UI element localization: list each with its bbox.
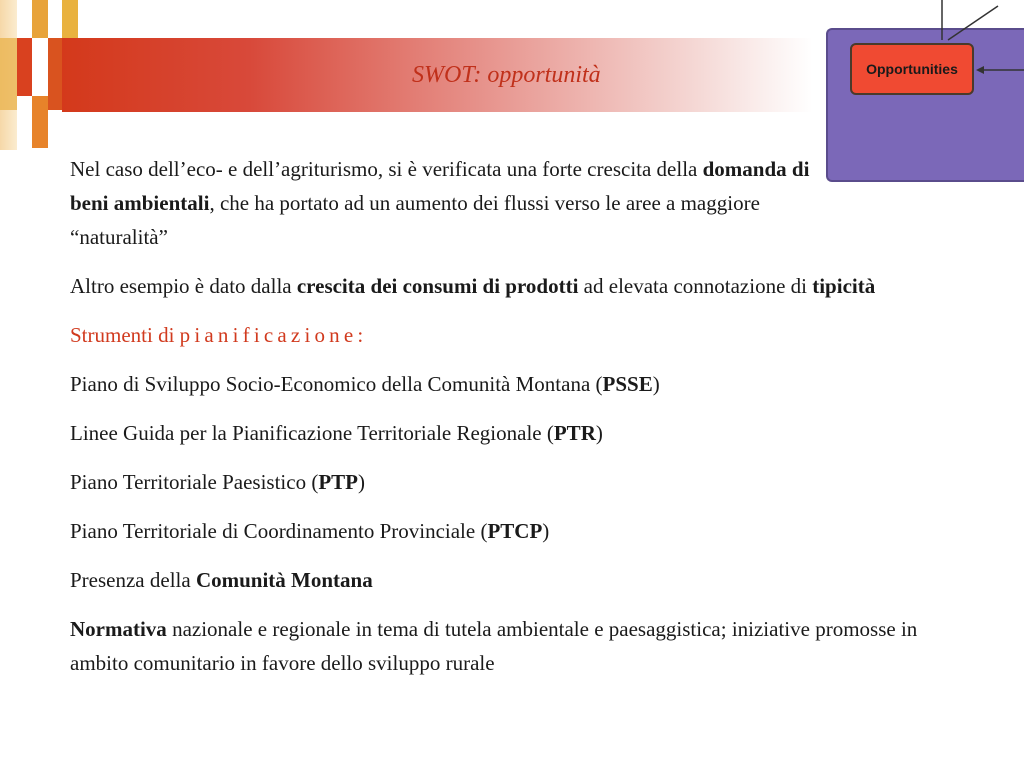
- paragraph-typical-products: [70, 269, 950, 303]
- paragraph-psse: [70, 367, 950, 401]
- text: Piano Territoriale di Coordinamento Provinciale (: [70, 519, 488, 543]
- bold-text: Normativa: [70, 617, 167, 641]
- slide-title: SWOT: opportunità: [412, 62, 601, 88]
- decor-square: [17, 38, 32, 96]
- paragraph-regulations: [70, 612, 950, 680]
- text: nazionale e regionale in tema di tutela ambientale e paesaggistica; iniziative promosse in ambito comunitario in favore dello sviluppo rurale: [70, 617, 918, 675]
- bold-text: PTP: [318, 470, 359, 494]
- paragraph-mountain-community: [70, 563, 950, 597]
- opportunities-box: Opportunities: [850, 43, 974, 95]
- bold-text: tipicità: [812, 274, 876, 298]
- text: ): [542, 519, 550, 543]
- paragraph-ptcp: [70, 514, 950, 548]
- paragraph-ptp: [70, 465, 950, 499]
- text: Strumenti di: [70, 323, 180, 347]
- spaced-text: pianificazione:: [179, 323, 368, 347]
- bold-text: PTR: [553, 421, 596, 445]
- text: ): [652, 372, 660, 396]
- paragraph-ptr: [70, 416, 950, 450]
- paragraph-ecotourism: [70, 152, 810, 254]
- text: Presenza della: [70, 568, 196, 592]
- text: ): [595, 421, 603, 445]
- bold-text: domanda di beni ambientali: [70, 157, 810, 215]
- text: Linee Guida per la Pianificazione Territoriale Regionale (: [70, 421, 554, 445]
- paragraph-planning-tools: [70, 318, 950, 352]
- decor-square: [0, 38, 17, 110]
- bold-text: crescita dei consumi di prodotti: [296, 274, 579, 298]
- bold-text: PSSE: [602, 372, 653, 396]
- text: Altro esempio è dato dalla: [70, 274, 297, 298]
- text: Nel caso dell’eco- e dell’agriturismo, si è verificata una forte crescita della: [70, 157, 703, 181]
- decor-square: [48, 38, 62, 110]
- text: Piano Territoriale Paesistico (: [70, 470, 319, 494]
- text: Piano di Sviluppo Socio-Economico della Comunità Montana (: [70, 372, 603, 396]
- text: , che ha portato ad un aumento dei flussi verso le aree a maggiore “naturalità”: [70, 191, 760, 249]
- slide-body: [70, 152, 950, 695]
- decor-square: [32, 0, 48, 38]
- decor-square: [32, 96, 48, 148]
- text: ): [358, 470, 366, 494]
- bold-text: Comunità Montana: [195, 568, 373, 592]
- bold-text: PTCP: [487, 519, 543, 543]
- text: ad elevata connotazione di: [578, 274, 813, 298]
